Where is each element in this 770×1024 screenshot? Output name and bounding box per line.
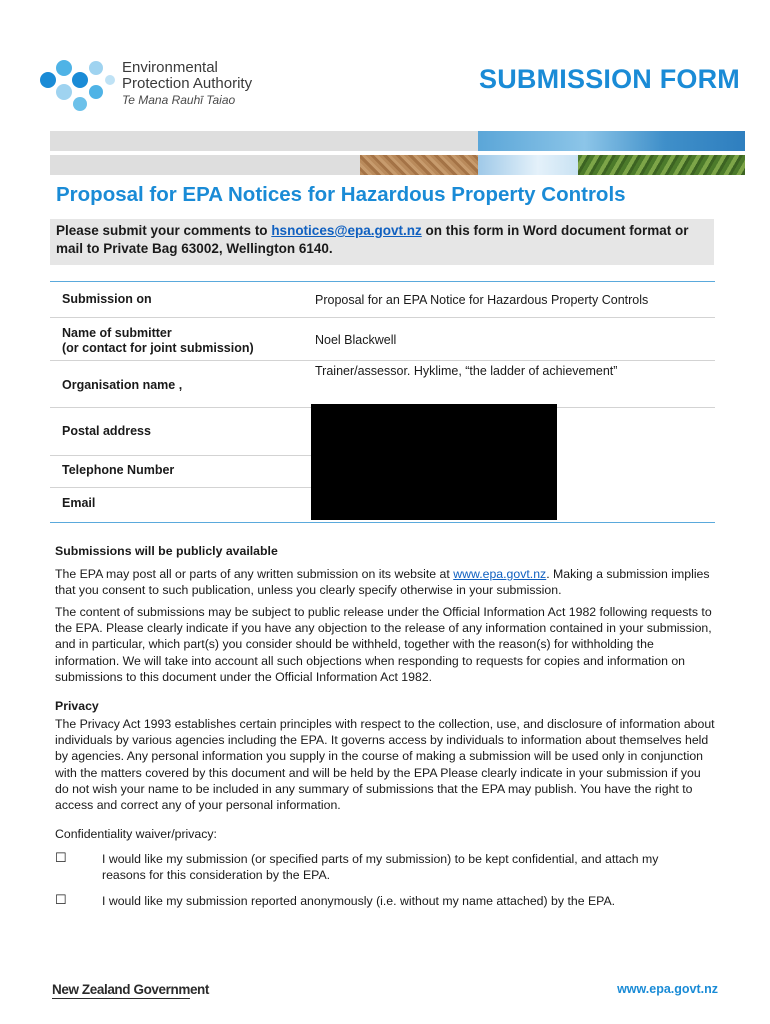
instruction-prefix: Please submit your comments to	[56, 223, 272, 238]
org-name-line1: Environmental	[122, 59, 218, 76]
public-availability-paragraph-2: The content of submissions may be subject to public release under the Official Information Act 1982 following requests to the EPA. Please clearly indicate if you have any objection to the release of any information contained in your submission, and in particular, which part(s) you consider should be withheld, together with the reason(s) for withholding the information. We will take into account all such objections when responding to requests for copies and information on submissions to this document under the Official Information Act 1982.	[55, 605, 712, 684]
header-grey-band-bottom	[50, 155, 360, 175]
label-telephone: Telephone Number	[62, 463, 175, 477]
table-row-divider	[50, 317, 715, 318]
label-submission-on: Submission on	[62, 292, 152, 306]
value-submitter-name[interactable]: Noel Blackwell	[315, 333, 397, 347]
header-grey-band-top	[50, 131, 478, 151]
confidential-option-label: I would like my submission (or specified parts of my submission) to be kept confidential, and attach my reasons for this consideration by the EPA.	[102, 852, 659, 883]
header-photo-fern	[578, 155, 745, 175]
label-email: Email	[62, 496, 96, 510]
submission-instruction	[56, 222, 716, 258]
nz-government-logo: New Zealand Government	[52, 982, 209, 997]
form-title: SUBMISSION FORM	[478, 64, 740, 94]
label-organisation-name: Organisation name ,	[62, 378, 183, 392]
nz-government-logo-rule	[52, 998, 190, 999]
public-availability-heading: Submissions will be publicly available	[55, 544, 278, 558]
epa-logo-dots-icon	[40, 60, 115, 111]
public-p1-prefix: The EPA may post all or parts of any written submission on its website at	[55, 567, 454, 581]
org-name-maori: Te Mana Rauhī Taiao	[122, 93, 236, 107]
footer-website-link[interactable]: www.epa.govt.nz	[617, 982, 718, 996]
epa-website-link[interactable]: www.epa.govt.nz	[453, 567, 547, 581]
instruction-email-link[interactable]: hsnotices@epa.govt.nz	[271, 223, 422, 238]
header-photo-water	[478, 131, 745, 151]
confidential-checkbox[interactable]: ☐	[55, 850, 67, 865]
label-submitter-name-line2: (or contact for joint submission)	[62, 341, 254, 355]
redacted-contact-details	[311, 404, 557, 520]
value-submission-on[interactable]: Proposal for an EPA Notice for Hazardous Property Controls	[315, 293, 649, 307]
instruction-suffix: on this form in Word document format or mail to Private Bag 63002, Wellington 6140.	[56, 223, 689, 256]
table-row-divider	[50, 487, 312, 488]
anonymous-checkbox[interactable]: ☐	[55, 892, 67, 907]
confidentiality-waiver-heading: Confidentiality waiver/privacy:	[55, 827, 217, 841]
public-p1-suffix: . Making a submission implies that you consent to such publication, unless you clearly specify otherwise in your submission.	[55, 567, 710, 598]
label-submitter-name-line1: Name of submitter	[62, 326, 172, 340]
value-organisation-name[interactable]: Trainer/assessor. Hyklime, “the ladder of achievement”	[315, 364, 618, 378]
anonymous-option-label: I would like my submission reported anonymously (i.e. without my name attached) by the EPA.	[102, 894, 616, 908]
table-row-divider	[50, 360, 715, 361]
privacy-heading: Privacy	[55, 699, 99, 713]
header-photo-sky	[478, 155, 578, 175]
privacy-paragraph: The Privacy Act 1993 establishes certain principles with respect to the collection, use, and disclosure of information about individuals by various agencies including the EPA. It governs access by individuals to information about themselves held by agencies. Any personal information you supply in the course of making a submission will be used only in conjunction with the matters covered by this document and will be held by the EPA Please clearly indicate in your submission if you do not wish your name to be included in any summary of submissions that the EPA may publish. You have the right to access and correct any of your personal information.	[55, 717, 715, 813]
public-availability-paragraph-1	[55, 566, 715, 598]
label-postal-address: Postal address	[62, 424, 151, 438]
header-photo-sand	[360, 155, 478, 175]
label-submitter-name	[62, 326, 254, 356]
table-row-divider	[50, 455, 312, 456]
org-name-line2: Protection Authority	[122, 75, 253, 92]
org-name	[122, 60, 252, 108]
document-title: Proposal for EPA Notices for Hazardous Property Controls	[56, 183, 626, 206]
